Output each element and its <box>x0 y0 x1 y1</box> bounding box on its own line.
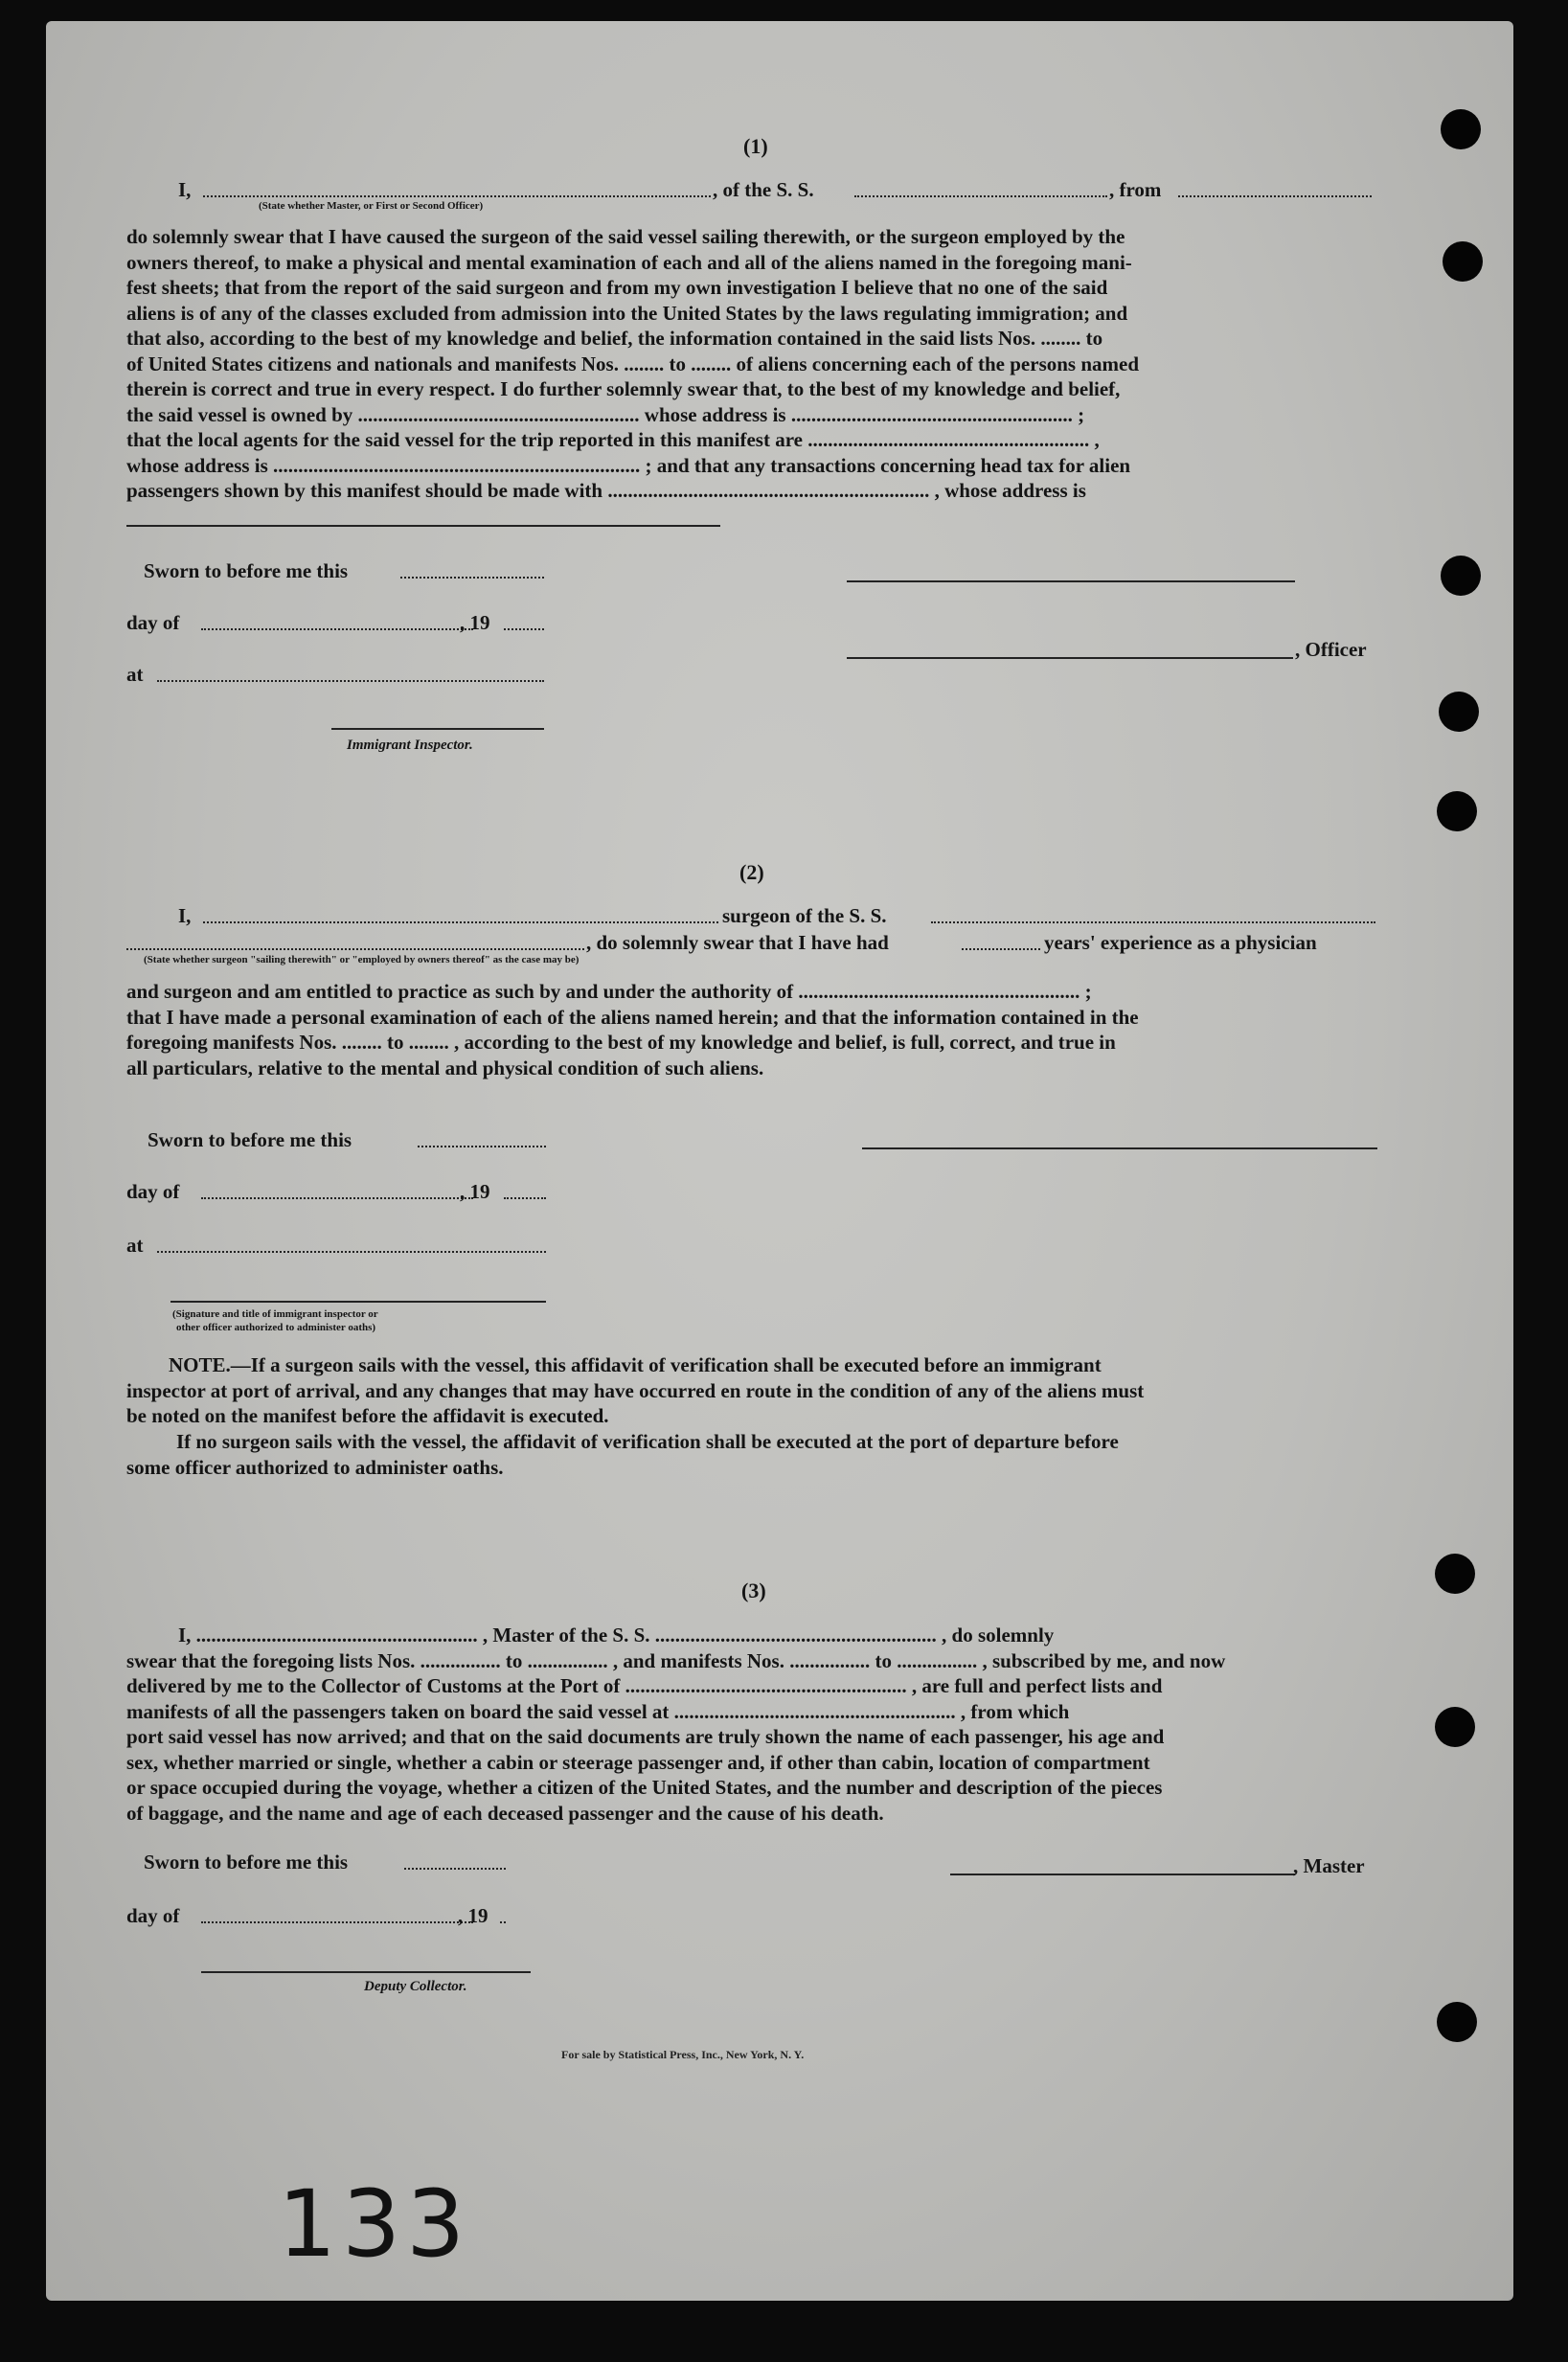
section-1-at: at <box>126 663 144 686</box>
sworn-day-field-3[interactable] <box>404 1868 506 1870</box>
section-1-i: I, <box>178 178 192 201</box>
year-field[interactable] <box>504 628 544 630</box>
punch-hole <box>1437 2002 1477 2042</box>
officer-rule <box>847 657 1293 659</box>
section-1-number: (1) <box>743 134 768 158</box>
section-3-number: (3) <box>741 1578 766 1602</box>
section-1-inspector: Immigrant Inspector. <box>347 738 473 753</box>
inspector-signature-line-2[interactable] <box>170 1301 546 1303</box>
section-1-officer: , Officer <box>1295 638 1367 661</box>
section-3-master: , Master <box>1293 1854 1365 1877</box>
handwritten-page-number: 133 <box>278 2170 471 2278</box>
punch-hole <box>1439 692 1479 732</box>
years-experience-field[interactable] <box>962 948 1040 950</box>
section-2-number: (2) <box>739 860 764 884</box>
section-1-day-of: day of <box>126 611 180 634</box>
section-2-day-of: day of <box>126 1180 180 1203</box>
note-paragraph-2: If no surgeon sails with the vessel, the affidavit of verification shall be executed at the port of departure before some officer authorized to administer oaths. <box>126 1430 1119 1479</box>
year-field-3[interactable] <box>500 1921 506 1923</box>
section-3-year: , 19 <box>458 1904 489 1927</box>
section-3-sworn: Sworn to before me this <box>144 1851 349 1874</box>
deputy-signature-line[interactable] <box>201 1971 531 1973</box>
section-3-paragraph: I, ........................................................ , Master of the S. S. ........................................................ , do solemnly swear that the foregoing lists Nos. ................ to ................ , and manifests Nos. ................ to ................ , subscribed by me, and now delivered by me to the Collector of Customs at the Port of ........................................................ , are full and perfect lists and manifests of all the passengers taken on board the said vessel at ........................................................ , from which port said vessel has now arrived; and that on the said documents are truly shown the name of each passenger, his age and sex, whether married or single, whether a cabin or steerage passenger and, if other than cabin, location of compartment or space occupied during the voyage, whether a citizen of the United States, and the number and description of the pieces of baggage, and the name and age of each deceased passenger and the cause of his death. <box>126 1624 1226 1825</box>
section-2-year: , 19 <box>460 1180 490 1203</box>
section-2-swear: , do solemnly swear that I have had <box>586 931 889 954</box>
punch-hole <box>1435 1554 1475 1594</box>
section-2-sig-caption-2: other officer authorized to administer oaths) <box>176 1322 376 1333</box>
month-field[interactable] <box>201 628 473 630</box>
section-1-from: , from <box>1109 178 1162 201</box>
month-field-2[interactable] <box>201 1197 473 1199</box>
section-2-i: I, <box>178 904 192 927</box>
section-1-of-ss: , of the S. S. <box>713 178 814 201</box>
surgeon-signature-line[interactable] <box>862 1147 1377 1149</box>
surgeon-name-field[interactable] <box>203 921 718 923</box>
officer-signature-line[interactable] <box>847 580 1295 582</box>
section-2-sig-caption-1: (Signature and title of immigrant inspector or <box>172 1308 378 1320</box>
section-2-paragraph: and surgeon and am entitled to practice as such by and under the authority of ........................................................ ; that I have made a personal examination of each of the aliens named herein; and that the information contained in the foregoing manifests Nos. ........ to ........ , according to the best of my knowledge and belief, is full, correct, and true in all particulars, relative to the mental and physical condition of such aliens. <box>126 980 1139 1079</box>
signature-rule <box>126 525 720 527</box>
from-port-field[interactable] <box>1178 195 1372 197</box>
master-signature-line[interactable] <box>950 1874 1295 1875</box>
master-name-field[interactable] <box>203 195 711 197</box>
punch-hole <box>1441 556 1481 596</box>
note-paragraph-1: NOTE.—If a surgeon sails with the vessel, this affidavit of verification shall be executed before an immigrant inspector at port of arrival, and any changes that may have occurred en route in the condition of any of the aliens must be noted on the manifest before the affidavit is executed. <box>126 1353 1145 1427</box>
section-1-caption: (State whether Master, or First or Second Officer) <box>259 200 484 212</box>
section-3-deputy: Deputy Collector. <box>364 1979 467 1994</box>
section-2-years: years' experience as a physician <box>1044 931 1317 954</box>
punch-hole <box>1437 791 1477 831</box>
punch-hole <box>1443 241 1483 282</box>
sworn-day-field[interactable] <box>400 577 544 579</box>
vessel-name-field[interactable] <box>854 195 1107 197</box>
at-place-field-2[interactable] <box>157 1251 546 1253</box>
inspector-signature-line[interactable] <box>331 728 544 730</box>
punch-hole <box>1441 109 1481 149</box>
at-place-field[interactable] <box>157 680 544 682</box>
punch-hole <box>1435 1707 1475 1747</box>
surgeon-status-field[interactable] <box>126 948 584 950</box>
section-1-sworn: Sworn to before me this <box>144 559 349 582</box>
section-3-day-of: day of <box>126 1904 180 1927</box>
section-2-at: at <box>126 1234 144 1257</box>
section-2-sworn: Sworn to before me this <box>148 1128 352 1151</box>
section-1-year: , 19 <box>460 611 490 634</box>
section-1-paragraph: do solemnly swear that I have caused the surgeon of the said vessel sailing therewith, or the surgeon employed by the owners thereof, to make a physical and mental examination of each and all of the aliens named in the foregoing mani- fest sheets; that from the report of the said surgeon and from my own investigation I believe that no one of the said aliens is of any of the classes excluded from admission into the United States by the laws regulating immigration; and that also, according to the best of my knowledge and belief, the information contained in the said lists Nos. ........ to of United States citizens and nationals and manifests Nos. ........ to ........ of aliens concerning each of the persons named therein is correct and true in every respect. I do further solemnly swear that, to the best of my knowledge and belief, the said vessel is owned by ........................................................ whose address is ........................................................ ; that the local agents for the said vessel for the trip reported in this manifest are ........................................................ , whose address is ......................................................................... ; and that any transactions concerning head tax for alien passengers shown by this manifest should be made with ................................................................ , whose address is <box>126 225 1140 502</box>
printer-footer: For sale by Statistical Press, Inc., New York, N. Y. <box>561 2048 805 2061</box>
sworn-day-field-2[interactable] <box>418 1146 546 1147</box>
month-field-3[interactable] <box>201 1921 473 1923</box>
section-2-surgeon: surgeon of the S. S. <box>722 904 887 927</box>
surgeon-vessel-field[interactable] <box>931 921 1375 923</box>
section-2-caption: (State whether surgeon "sailing therewith" or "employed by owners thereof" as the case may be) <box>144 954 579 965</box>
year-field-2[interactable] <box>504 1197 546 1199</box>
